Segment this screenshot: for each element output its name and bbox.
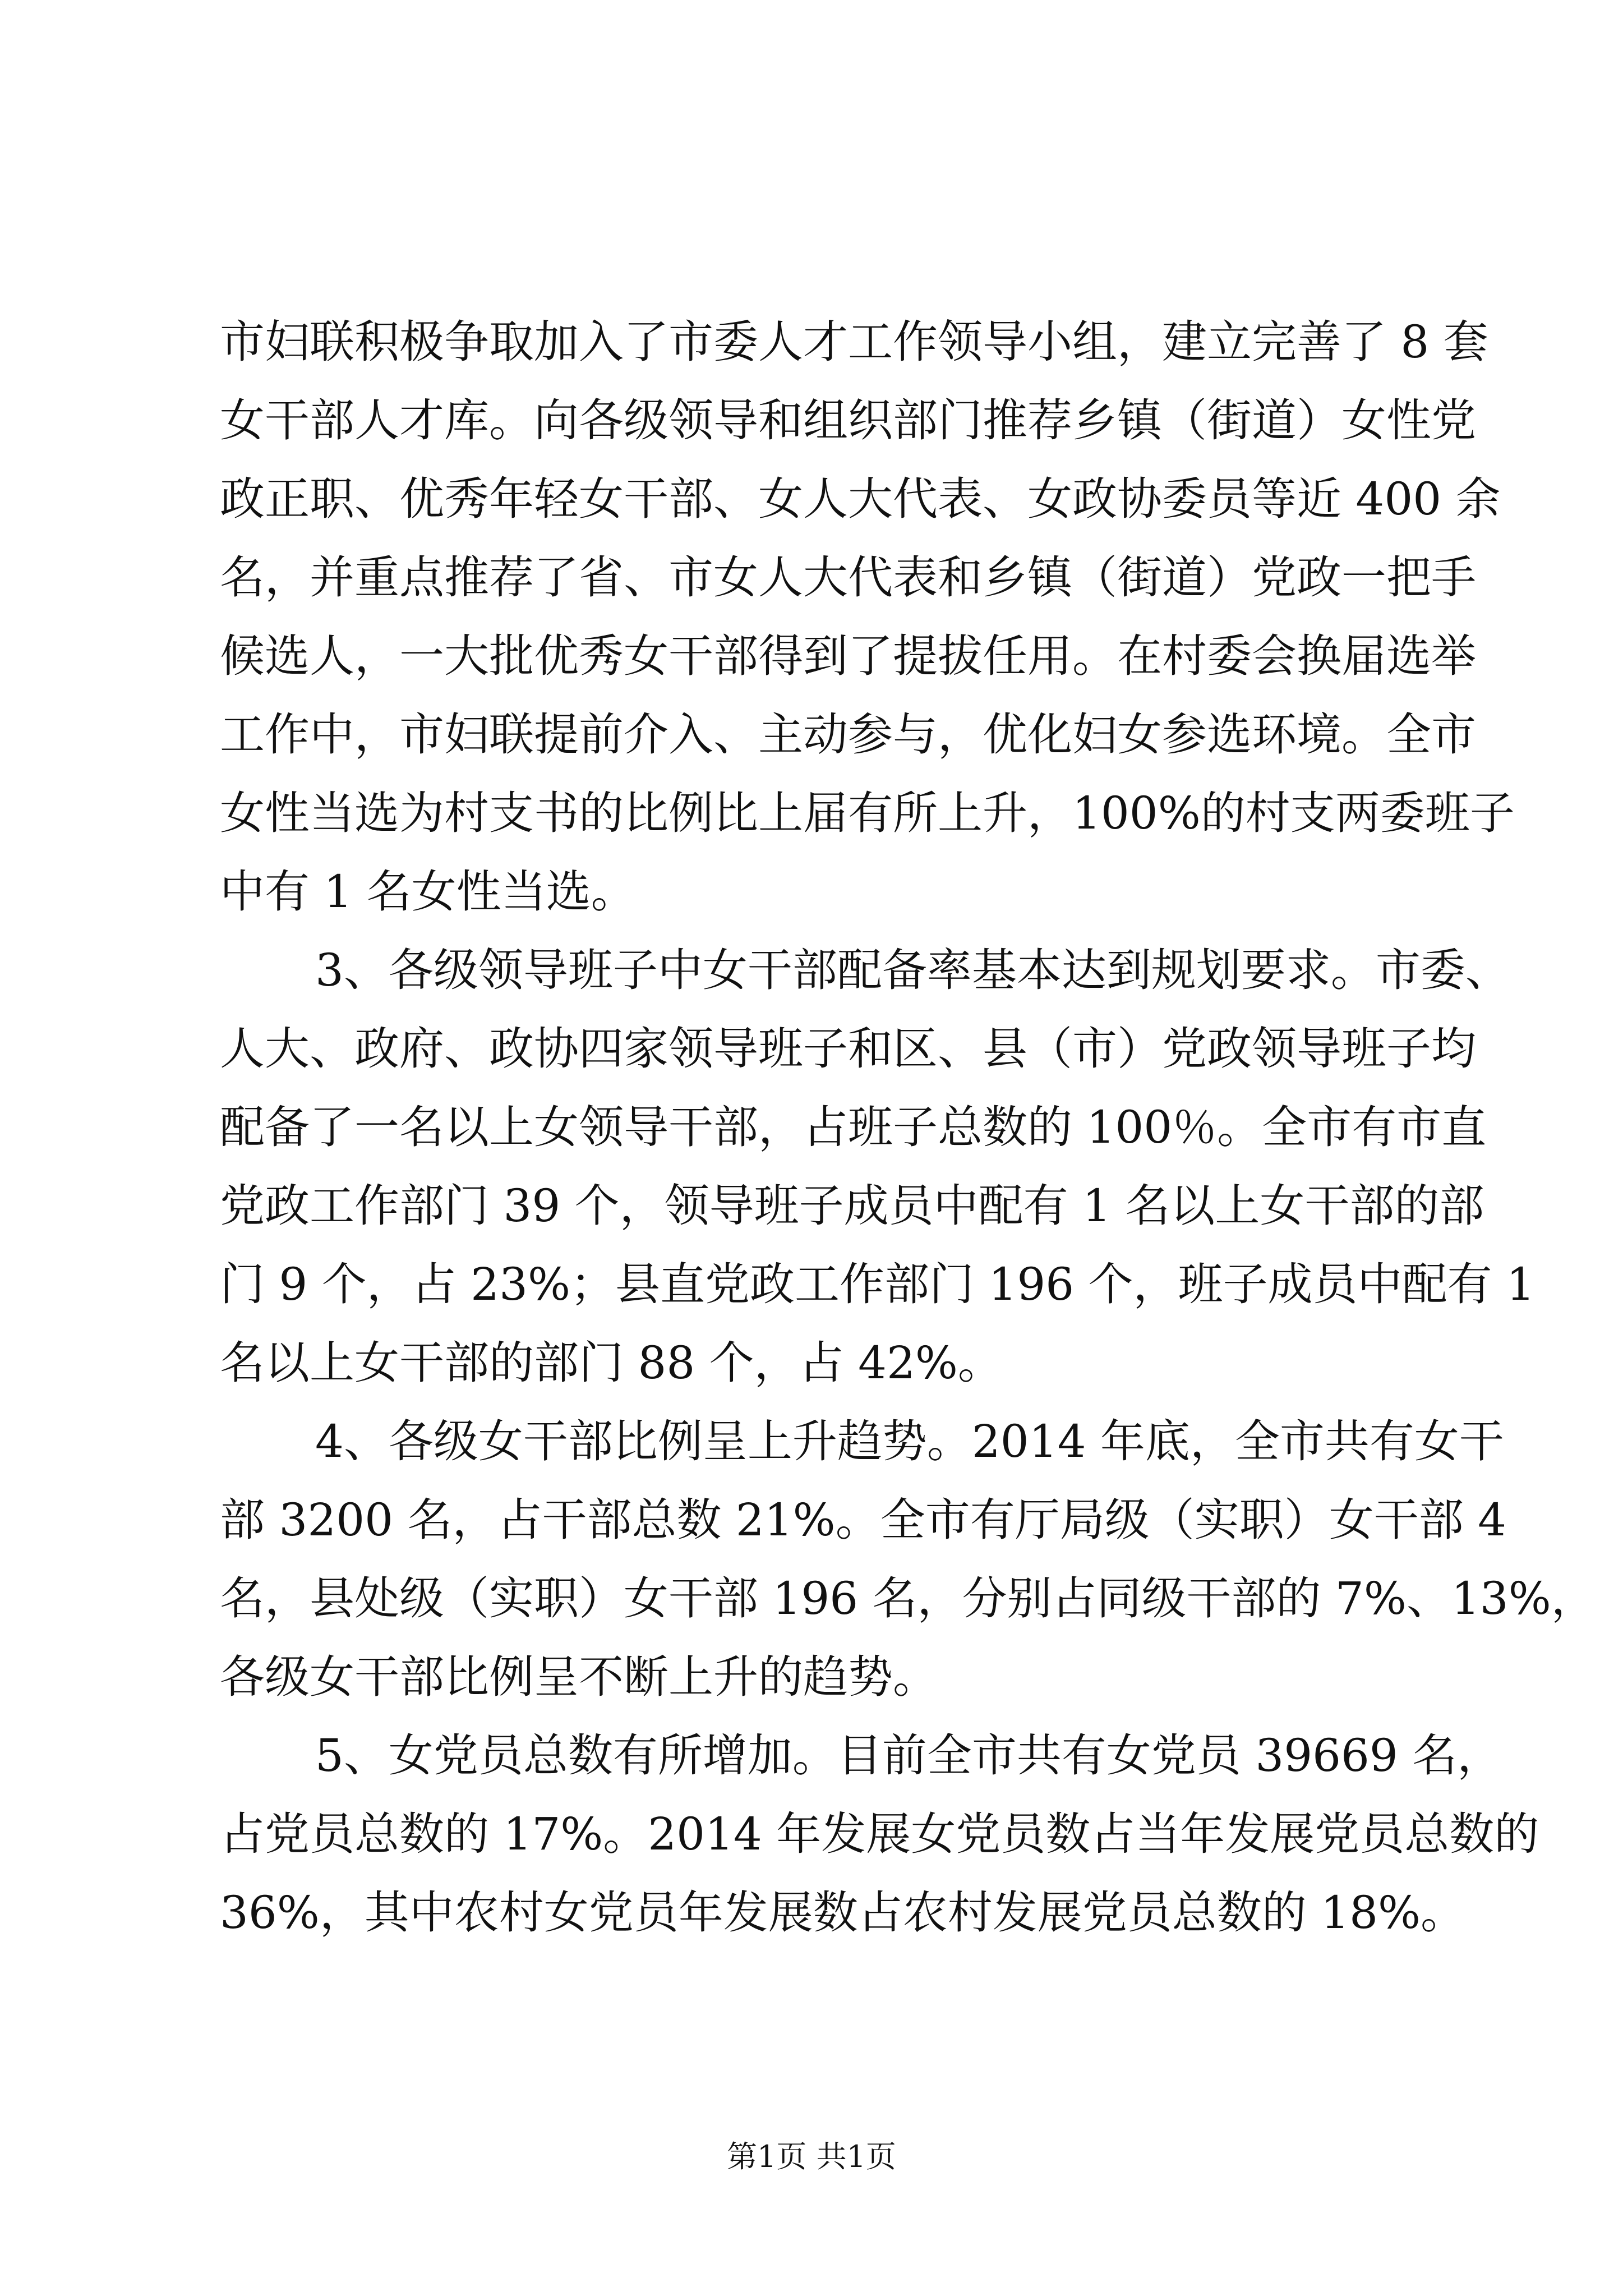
text-line: 中有 1 名女性当选。 [220,866,636,918]
text-line: 女干部人才库。向各级领导和组织部门推荐乡镇（街道）女性党 [220,394,1476,447]
text-line: 占党员总数的 17%。2014 年发展女党员数占当年发展党员总数的 [220,1808,1539,1860]
text-line: 政正职、优秀年轻女干部、女人大代表、女政协委员等近 400 余 [220,473,1501,525]
text-line: 党政工作部门 39 个，领导班子成员中配有 1 名以上女干部的部 [220,1180,1484,1232]
paragraph [220,303,1515,931]
text-line: 配备了一名以上女领导干部，占班子总数的 100％。全市有市直 [220,1101,1487,1153]
text-line: 5、女党员总数有所增加。目前全市共有女党员 39669 名， [315,1729,1502,1782]
text-line: 名，并重点推荐了省、市女人大代表和乡镇（街道）党政一把手 [220,551,1476,604]
text-line: 各级女干部比例呈不断上升的趋势。 [220,1651,938,1703]
text-line: 名以上女干部的部门 88 个，占 42%。 [220,1337,1003,1389]
document-body [220,303,1596,1952]
text-line: 名，县处级（实职）女干部 196 名，分别占同级干部的 7%、13%， [220,1572,1596,1625]
text-line: 36%，其中农村女党员年发展数占农村发展党员总数的 18%。 [220,1887,1466,1939]
text-line: 市妇联积极争取加入了市委人才工作领导小组，建立完善了 8 套 [220,316,1488,368]
text-line: 3、各级领导班子中女干部配备率基本达到规划要求。市委、 [315,944,1510,996]
text-line: 人大、政府、政协四家领导班子和区、县（市）党政领导班子均 [220,1023,1476,1075]
text-line: 工作中，市妇联提前介入、主动参与，优化妇女参选环境。全市 [220,708,1476,761]
text-line: 4、各级女干部比例呈上升趋势。2014 年底，全市共有女干 [315,1415,1504,1467]
paragraph [220,1717,1539,1952]
text-line: 候选人，一大批优秀女干部得到了提拔任用。在村委会换届选举 [220,630,1476,682]
paragraph [220,931,1535,1402]
paragraph [220,1402,1596,1717]
page-footer: 第1页 共1页 [727,2139,896,2174]
text-line: 部 3200 名，占干部总数 21%。全市有厅局级（实职）女干部 4 [220,1494,1507,1546]
text-line: 门 9 个，占 23%；县直党政工作部门 196 个，班子成员中配有 1 [220,1258,1535,1310]
text-line: 女性当选为村支书的比例比上届有所上升，100%的村支两委班子 [220,787,1515,839]
